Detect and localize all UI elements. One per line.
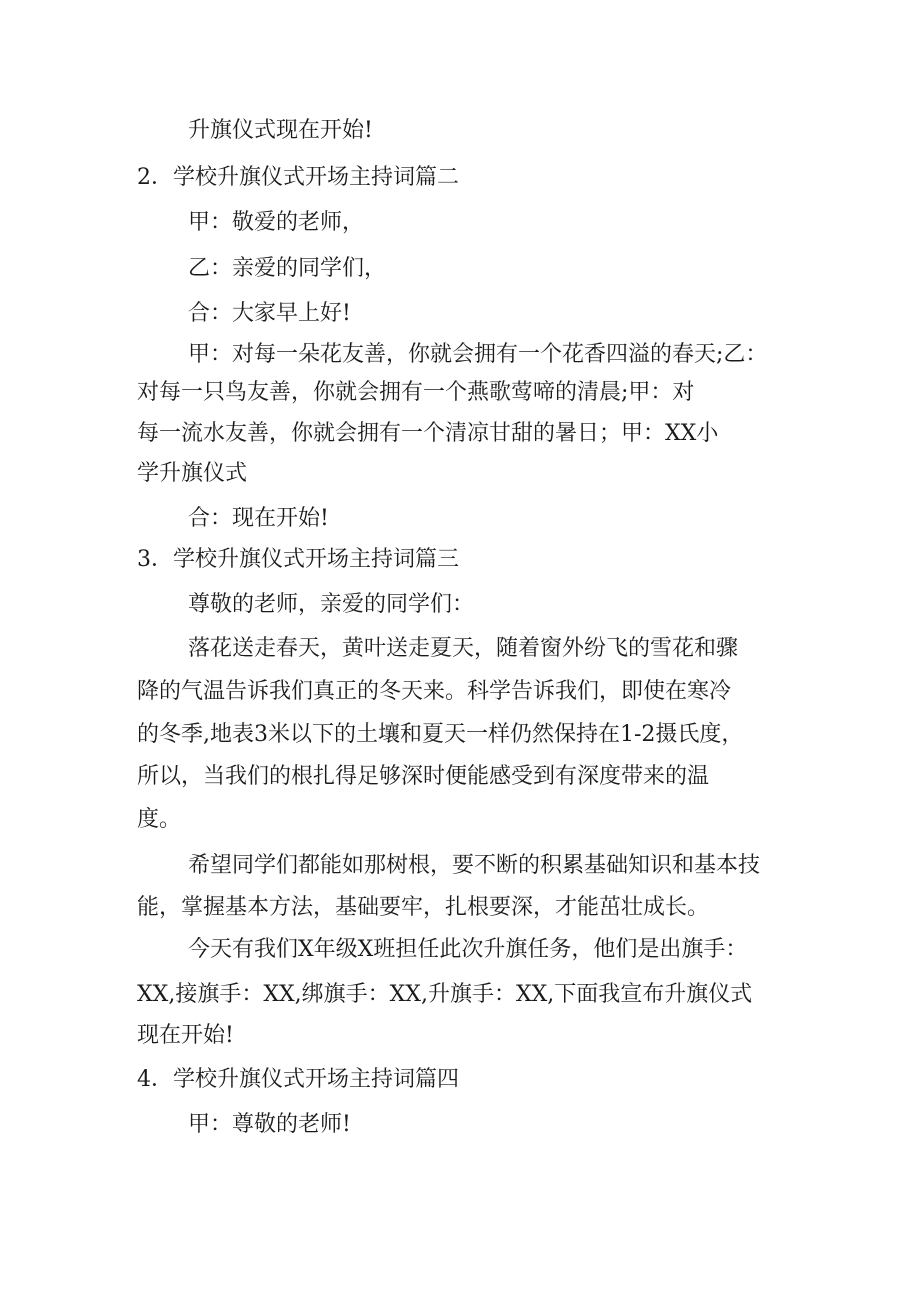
paragraph-line: 每一流水友善，你就会拥有一个清凉甘甜的暑日；甲：XX小 [137, 421, 719, 446]
paragraph-line: 甲：对每一朵花友善，你就会拥有一个花香四溢的春天;乙： [188, 342, 768, 367]
section-heading-4: 4．学校升旗仪式开场主持词篇四 [137, 1067, 459, 1092]
paragraph-line: 尊敬的老师，亲爱的同学们： [188, 592, 475, 617]
section-heading-2: 2．学校升旗仪式开场主持词篇二 [137, 165, 459, 190]
paragraph-line: 现在开始! [137, 1023, 234, 1048]
paragraph-line: 的冬季,地表3米以下的土壤和夏天一样仍然保持在1-2摄氏度， [137, 722, 744, 747]
paragraph-line: 度。 [137, 807, 182, 832]
paragraph-line: 学升旗仪式 [137, 461, 248, 486]
paragraph-line: 对每一只鸟友善，你就会拥有一个燕歌莺啼的清晨;甲：对 [137, 380, 695, 405]
paragraph-line: 今天有我们X年级X班担任此次升旗任务，他们是出旗手： [188, 937, 748, 962]
paragraph-line: 合：大家早上好! [188, 301, 351, 326]
paragraph-line: 降的气温告诉我们真正的冬天来。科学告诉我们，即使在寒冷 [137, 679, 732, 704]
paragraph-line: 甲：尊敬的老师! [188, 1112, 351, 1137]
paragraph-line: 能，掌握基本方法，基础要牢，扎根要深，才能茁壮成长。 [137, 895, 710, 920]
section-heading-3: 3．学校升旗仪式开场主持词篇三 [137, 547, 459, 572]
paragraph-line: 落花送走春天，黄叶送走夏天，随着窗外纷飞的雪花和骤 [188, 636, 739, 661]
paragraph-line: 甲：敬爱的老师， [188, 210, 365, 235]
paragraph-line: 所以，当我们的根扎得足够深时便能感受到有深度带来的温 [137, 764, 710, 789]
paragraph-line: 合：现在开始! [188, 506, 329, 531]
paragraph-line: 希望同学们都能如那树根，要不断的积累基础知识和基本技 [188, 853, 761, 878]
paragraph-line: XX,接旗手：XX,绑旗手：XX,升旗手：XX,下面我宣布升旗仪式 [137, 982, 753, 1007]
paragraph-line: 升旗仪式现在开始! [188, 118, 373, 143]
paragraph-line: 乙：亲爱的同学们， [188, 256, 387, 281]
